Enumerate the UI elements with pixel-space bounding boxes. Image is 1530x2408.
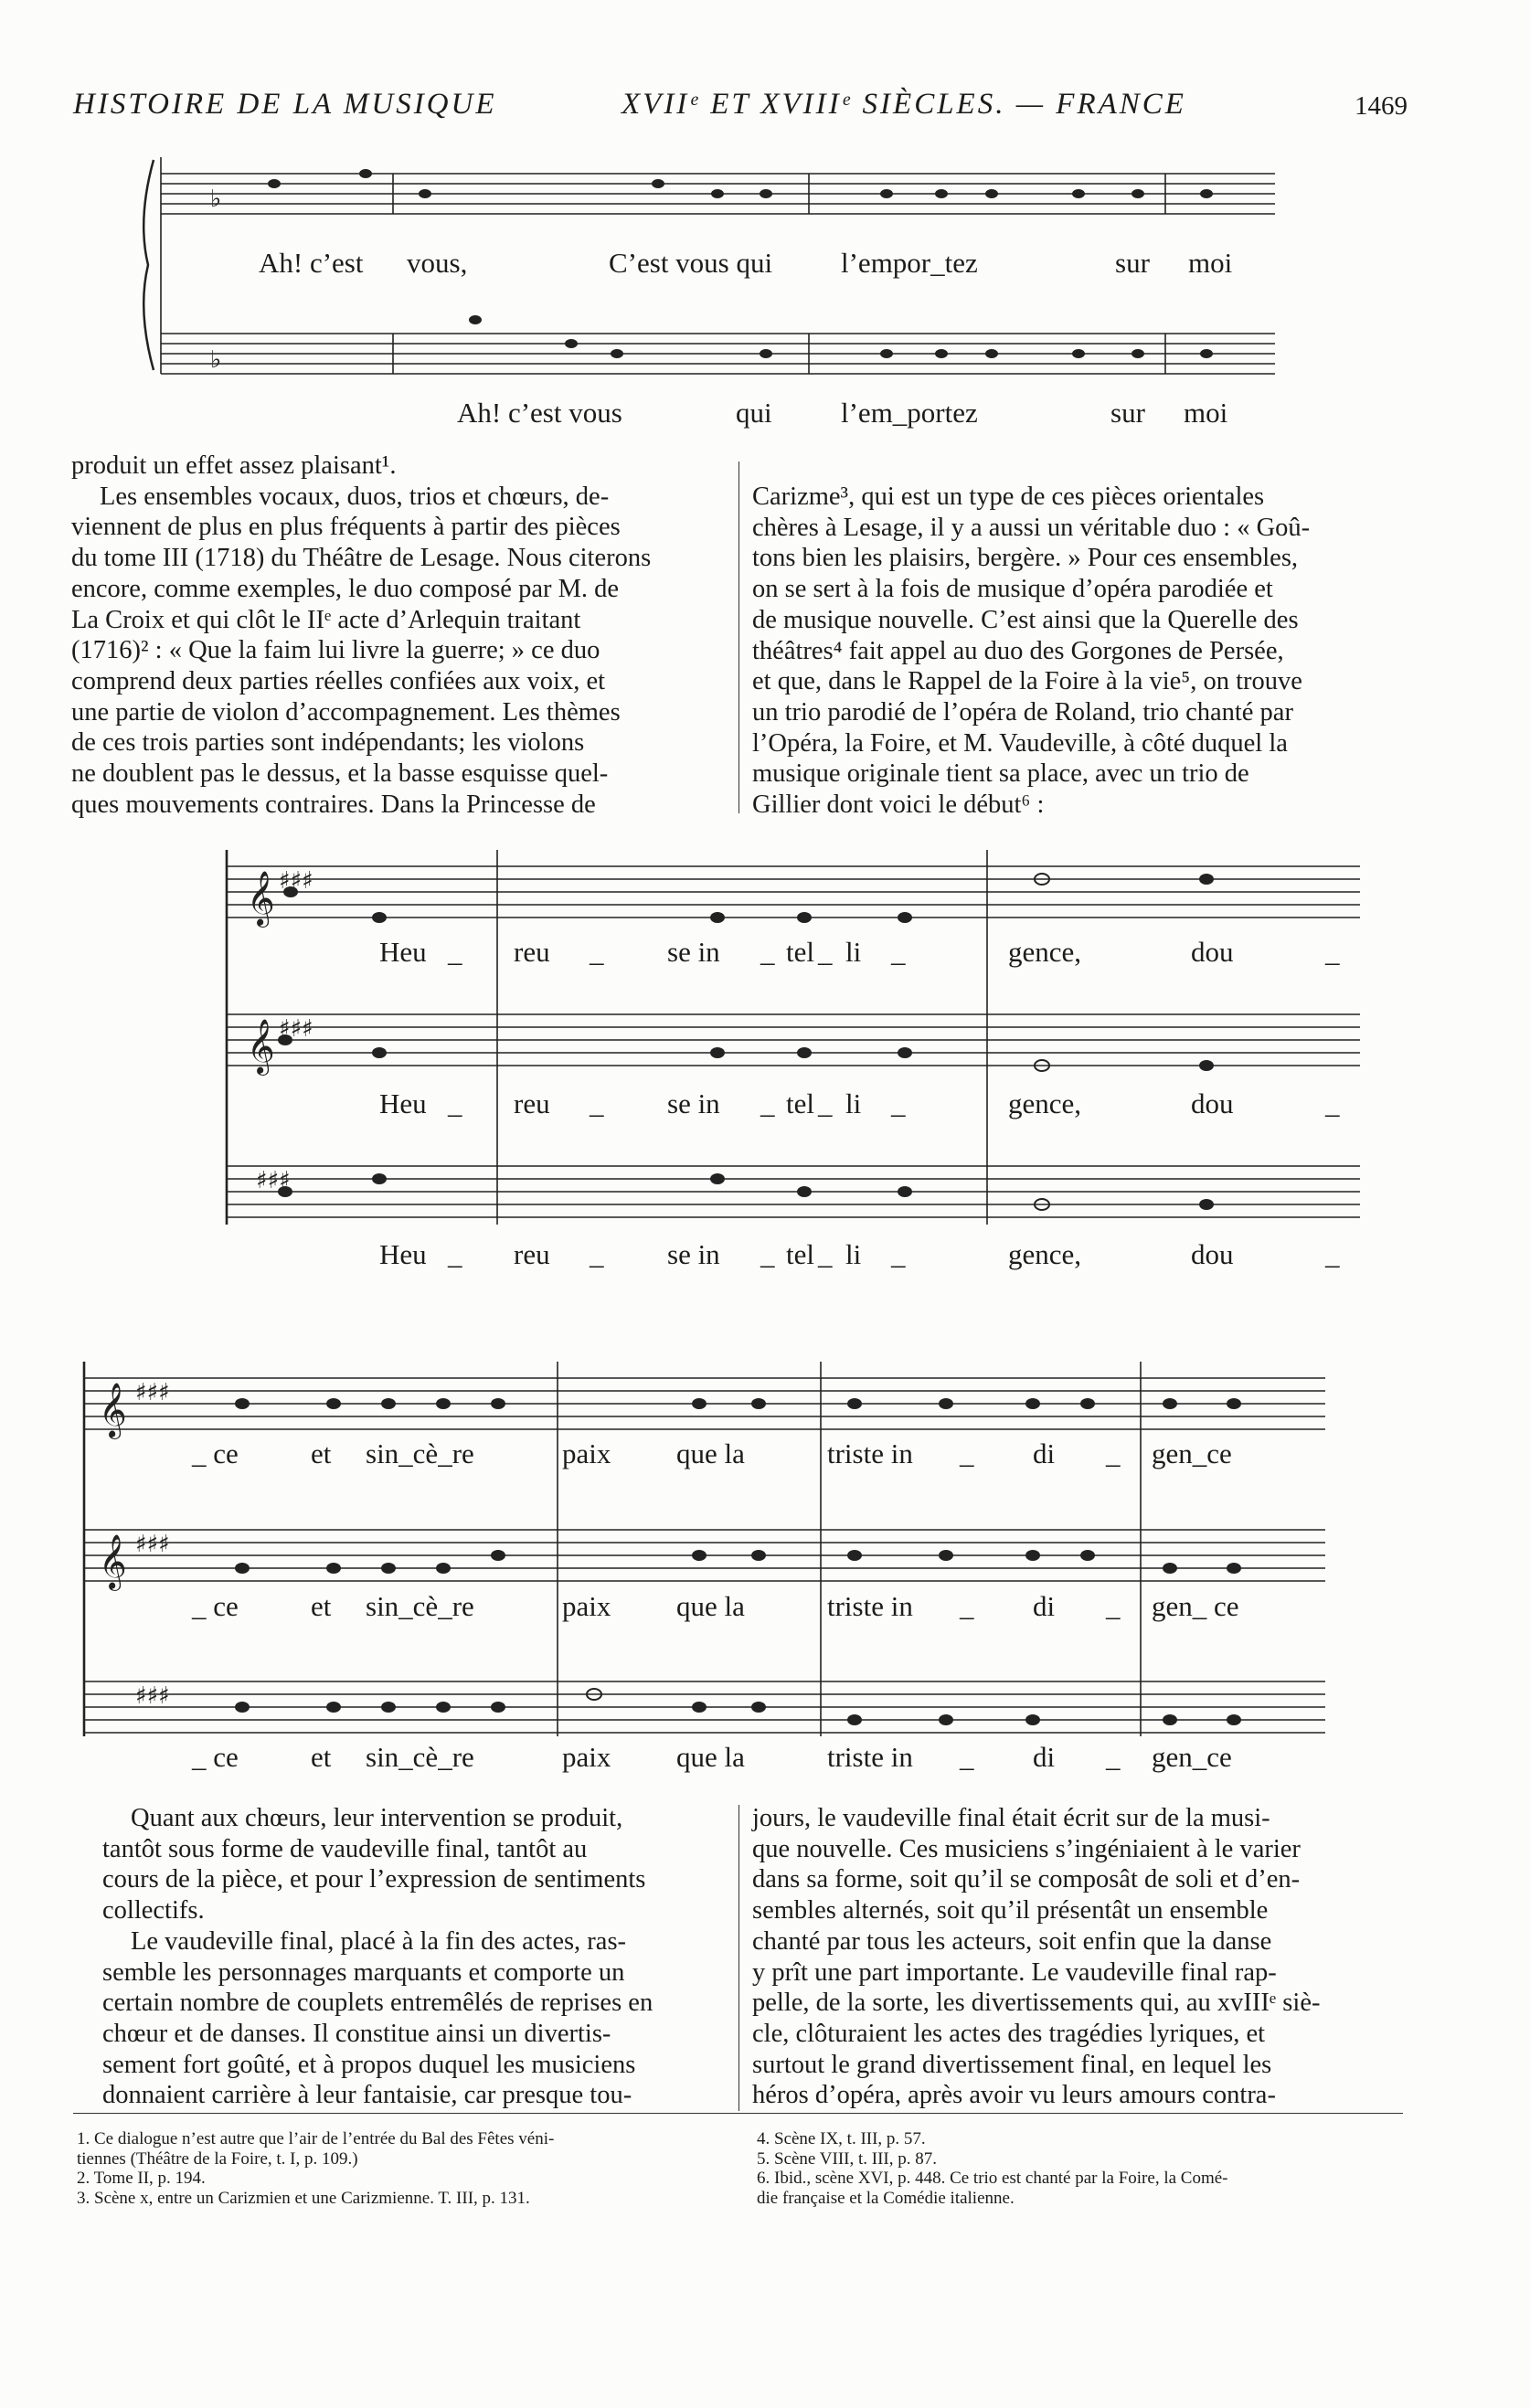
footnotes-left: 1. Ce dialogue n’est autre que l’air de l’entrée du Bal des Fêtes véni- tiennes (Théâtre de la Foire, t. I, p. 109.) 2. Tome II, p. 194. 3. Scène x, entre un Carizmien et une Carizmienne. T. III, p. 131. (77, 2129, 555, 2208)
lyric: li (845, 936, 862, 968)
svg-text:♯♯♯: ♯♯♯ (135, 1531, 170, 1558)
svg-text:𝄞: 𝄞 (247, 1019, 275, 1074)
footnotes-right: 4. Scène IX, t. III, p. 57. 5. Scène VIII, t. III, p. 87. 6. Ibid., scène XVI, p. 448. Ce trio est chanté par la Foire, la Comé- die française et la Comédie italienne. (757, 2129, 1228, 2208)
lyric: _ (1325, 936, 1340, 968)
lyric: et (311, 1741, 332, 1773)
lyric: que la (676, 1590, 745, 1622)
lyric: se in (667, 1238, 720, 1270)
staff-1b (161, 334, 1275, 374)
lyric: _ (960, 1437, 974, 1469)
lyric: Heu (379, 1238, 427, 1270)
lyric: sur (1115, 247, 1150, 279)
left-column: produit un effet assez plaisant¹. Les ensembles vocaux, duos, trios et chœurs, de- viennent de plus en plus fréquents à partir des pièces du tome III (1718) du Théâtre de Lesage. Nous citerons encore, comme exemples, le duo composé par M. de La Croix et qui clôt le IIᵉ acte d’Arlequin traitant (1716)² : « Que la faim lui livre la guerre; » ce duo comprend deux parties réelles confiées aux voix, et une partie de violon d’accompagnement. Les thèmes de ces trois parties sont indépendants; les violons ne doublent pas le dessus, et la basse esquisse quel- ques mouvements contraires. Dans la Princesse de (71, 451, 652, 819)
lyric: sur (1110, 397, 1145, 429)
lyric: triste in (827, 1741, 913, 1773)
lyric: Ah! c’est (259, 247, 364, 279)
lyric: li (845, 1087, 862, 1119)
lyric: _ (448, 936, 462, 968)
lyric: que la (676, 1437, 745, 1469)
lyric: reu (514, 1087, 550, 1119)
staff-2c (227, 1166, 1360, 1217)
svg-text:♭: ♭ (210, 346, 222, 374)
lyric: _ (891, 1087, 906, 1119)
lyric: _ (960, 1741, 974, 1773)
lyric: qui (736, 397, 772, 429)
lyric: paix (562, 1437, 611, 1469)
lyric: di (1033, 1437, 1056, 1469)
lyric: gen_ ce (1152, 1590, 1239, 1622)
lyric: _ (818, 936, 833, 968)
lyric: reu (514, 1238, 550, 1270)
lyric: _ ce (192, 1741, 239, 1773)
lyric: paix (562, 1590, 611, 1622)
lyric: Heu (379, 936, 427, 968)
lyric: dou (1191, 1238, 1234, 1270)
bottom-left-column: Quant aux chœurs, leur intervention se produit, tantôt sous forme de vaudeville final, tantôt au cours de la pièce, et pour l’expression de sentiments collectifs. Le vaudeville final, placé à la fin des actes, ras- semble les personnages marquants et comporte un certain nombre de couplets entremêlés de reprises en chœur et de danses. Il constitue ainsi un divertis- sement fort goûté, et à propos duquel les musiciens donnaient carrière à leur fantaisie, car presque tou- (102, 1804, 653, 2110)
lyric: paix (562, 1741, 611, 1773)
lyric: sin_cè_re (366, 1437, 474, 1469)
lyric: dou (1191, 936, 1234, 968)
svg-text:♯♯♯: ♯♯♯ (256, 1167, 291, 1194)
svg-text:♯♯♯: ♯♯♯ (279, 867, 313, 895)
svg-text:♯♯♯: ♯♯♯ (135, 1682, 170, 1710)
lyric: moi (1188, 247, 1233, 279)
staff-2b (227, 1014, 1360, 1066)
lyric: li (845, 1238, 862, 1270)
lyric: di (1033, 1741, 1056, 1773)
svg-text:𝄞: 𝄞 (99, 1383, 127, 1437)
lyric: gence, (1008, 936, 1082, 968)
lyric: _ (818, 1238, 833, 1270)
lyric: _ (1106, 1741, 1121, 1773)
running-head-center: XVIIᵉ ET XVIIIᵉ SIÈCLES. — FRANCE (622, 88, 1186, 121)
lyric: Ah! c’est vous (457, 397, 622, 429)
lyric: reu (514, 936, 550, 968)
lyric: _ (760, 1238, 775, 1270)
lyric: sin_cè_re (366, 1741, 474, 1773)
lyric: et (311, 1437, 332, 1469)
lyric: que la (676, 1741, 745, 1773)
lyric: gen_ce (1152, 1741, 1232, 1773)
svg-text:♭: ♭ (210, 186, 222, 213)
lyric: se in (667, 1087, 720, 1119)
lyric: _ (590, 1087, 604, 1119)
bottom-right-column: jours, le vaudeville final était écrit sur de la musi- que nouvelle. Ces musiciens s’ingéniaient à le varier dans sa forme, soit qu’il se composât de soli et d’en- sembles alternés, soit qu’il présentât un ensemble chanté par tous les acteurs, soit enfin que la danse y prît une part importante. Le vaudeville final rap- pelle, de la sorte, les divertissements qui, au xvIIIᵉ siè- cle, clôturaient les actes des tragédies lyriques, et surtout le grand divertissement final, en lequel les héros d’opéra, après avoir vu leurs amours contra- (752, 1804, 1321, 2110)
lyric: _ (760, 936, 775, 968)
lyric: dou (1191, 1087, 1234, 1119)
svg-text:♯♯♯: ♯♯♯ (135, 1379, 170, 1406)
lyric: tel (786, 1087, 814, 1119)
lyric: _ (448, 1238, 462, 1270)
lyric: _ ce (192, 1590, 239, 1622)
svg-text:𝄞: 𝄞 (247, 871, 275, 926)
lyric: _ (1325, 1238, 1340, 1270)
lyric: _ (891, 936, 906, 968)
lyric: gence, (1008, 1087, 1082, 1119)
lyric: moi (1184, 397, 1228, 429)
lyric: l’empor_tez (841, 247, 978, 279)
footnote-rule (73, 2113, 1403, 2114)
right-column: Carizme³, qui est un type de ces pièces orientales chères à Lesage, il y a aussi un véritable duo : « Goû- tons bien les plaisirs, bergère. » Pour ces ensembles, on se sert à la fois de musique d’opéra parodiée et de musique nouvelle. C’est ainsi que la Querelle des théâtres⁴ fait appel au duo des Gorgones de Persée, et que, dans le Rappel de la Foire à la vie⁵, on trouve un trio parodié de l’opéra de Roland, trio chanté par l’Opéra, la Foire, et M. Vaudeville, à côté duquel la musique originale tient sa place, avec un trio de Gillier dont voici le début⁶ : (752, 483, 1311, 820)
lyric: _ (448, 1087, 462, 1119)
lyric: gence, (1008, 1238, 1082, 1270)
lyric: _ (590, 936, 604, 968)
lyric: sin_cè_re (366, 1590, 474, 1622)
lyric: triste in (827, 1590, 913, 1622)
lyric: di (1033, 1590, 1056, 1622)
lyric: tel (786, 936, 814, 968)
lyric: _ (818, 1087, 833, 1119)
lyric: _ (960, 1590, 974, 1622)
lyric: _ (760, 1087, 775, 1119)
lyric: Heu (379, 1087, 427, 1119)
svg-text:♯♯♯: ♯♯♯ (279, 1015, 313, 1043)
lyric: _ (891, 1238, 906, 1270)
lyric: et (311, 1590, 332, 1622)
lyric: tel (786, 1238, 814, 1270)
lyric: C’est vous qui (609, 247, 773, 279)
lyric: triste in (827, 1437, 913, 1469)
lyric: vous, (407, 247, 468, 279)
column-divider (738, 461, 739, 813)
lyric: _ (1106, 1590, 1121, 1622)
running-head-left: HISTOIRE DE LA MUSIQUE (73, 88, 497, 121)
page-number: 1469 (1355, 91, 1408, 121)
column-divider (738, 1805, 739, 2111)
svg-text:𝄞: 𝄞 (99, 1534, 127, 1589)
lyric: l’em_portez (841, 397, 978, 429)
staff-2a (227, 866, 1360, 918)
lyric: se in (667, 936, 720, 968)
lyric: _ ce (192, 1437, 239, 1469)
lyric: _ (590, 1238, 604, 1270)
lyric: gen_ce (1152, 1437, 1232, 1469)
lyric: _ (1106, 1437, 1121, 1469)
lyric: _ (1325, 1087, 1340, 1119)
